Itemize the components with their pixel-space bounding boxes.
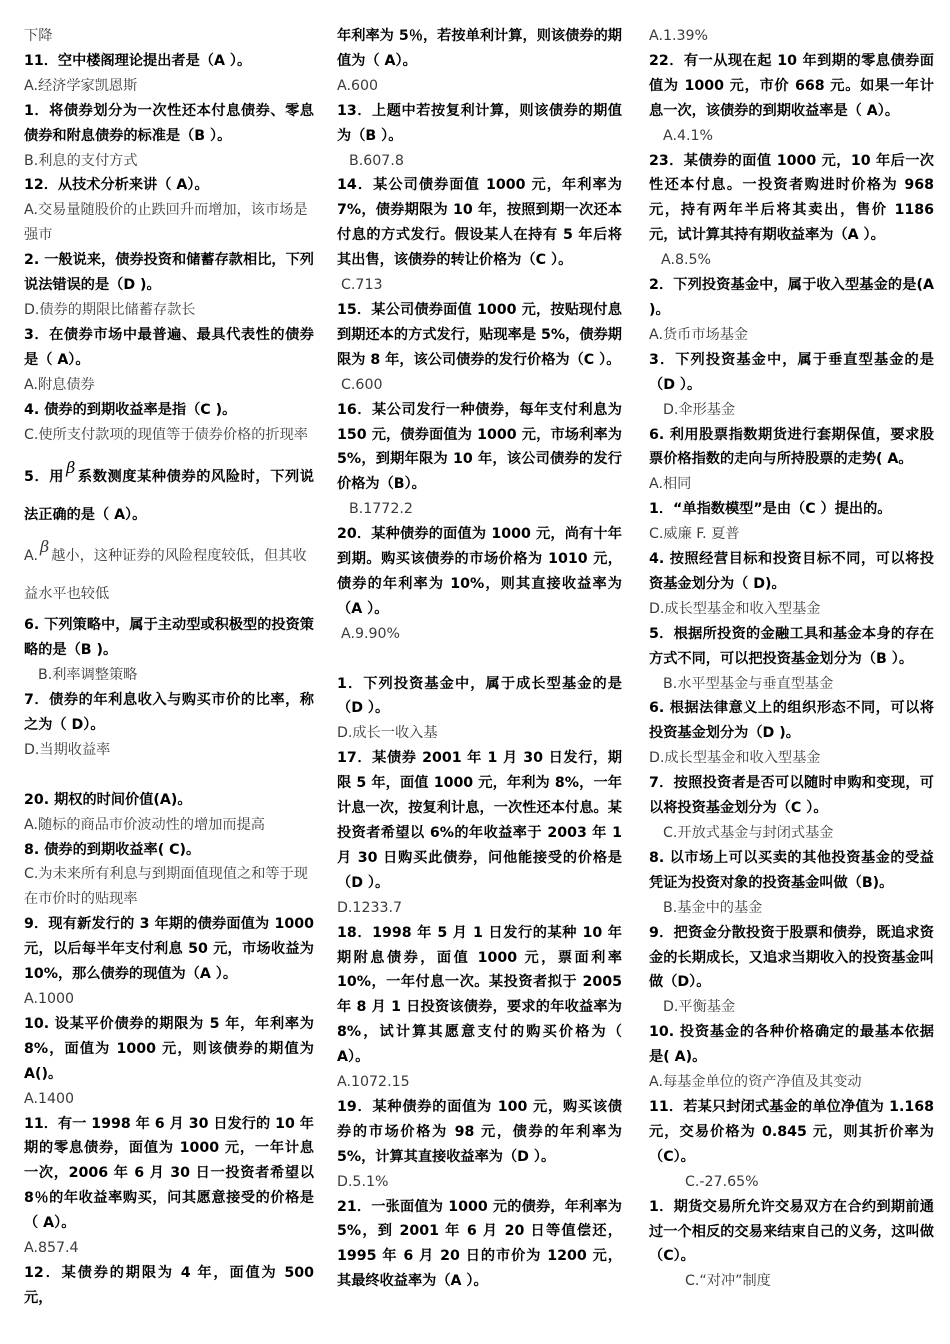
text-column-right xyxy=(649,24,934,1294)
question-line: 3．下列投资基金中，属于垂直型基金的是（D ）。 xyxy=(649,351,934,393)
question-line: 8. 债券的到期收益率( C)。 xyxy=(24,841,201,858)
question-line: 11．有一 1998 年 6 月 30 日发行的 10 年期的零息债券，面值为 1000 元，一年计息一次，2006 年 6 月 30 日一投资者希望以 8％的年收益率购买，问其愿意接受的价格是（ A）。 xyxy=(24,1115,314,1232)
answer-line: A.交易量随股价的止跌回升而增加，该市场是强市 xyxy=(24,202,308,244)
text-column-middle xyxy=(337,24,622,1294)
answer-line: A.相同 xyxy=(649,476,692,493)
answer-line: B.607.8 xyxy=(349,152,404,169)
answer-line: C.-27.65% xyxy=(685,1173,759,1190)
question-line: 6. 根据法律意义上的组织形态不同，可以将投资基金划分为（D )。 xyxy=(649,700,934,742)
question-line: 16．某公司发行一种债券，每年支付利息为 150 元，债券面值为 1000 元，市场利率为 5%，到期年限为 10 年，该公司债券的发行价格为（B）。 xyxy=(337,401,622,493)
answer-line: A.1400 xyxy=(24,1090,75,1107)
question-line: 4. 按照经营目标和投资目标不同，可以将投资基金划分为（ D)。 xyxy=(649,551,934,592)
question-line: 14．某公司债券面值 1000 元，年利率为 7%，债券期限为 10 年，按照到期一次还本付息的方式发行。假设某人在持有 5 年后将其出售，该债券的转让价格为（C ）。 xyxy=(337,177,622,269)
question-line: 1．期货交易所允许交易双方在合约到期前通过一个相反的交易来结束自己的义务，这叫做（C）。 xyxy=(649,1198,934,1265)
question-line: 13．上题中若按复利计算，则该债券的期值为（B ）。 xyxy=(337,102,622,144)
question-line: 1．将债券划分为一次性还本付息债券、零息债券和附息债券的标准是（B ）。 xyxy=(24,102,314,144)
answer-line: D.成长型基金和收入型基金 xyxy=(649,750,821,767)
answer-line: D.1233.7 xyxy=(337,899,403,916)
answer-line: A.857.4 xyxy=(24,1240,79,1257)
blank-gap xyxy=(24,763,314,788)
answer-line: A.4.1% xyxy=(663,127,714,144)
answer-line-beta xyxy=(24,536,314,613)
text-column-left xyxy=(24,24,314,1311)
answer-line: C.开放式基金与封闭式基金 xyxy=(663,825,834,841)
question-line: 12．从技术分析来讲（ A）。 xyxy=(24,177,209,194)
blank-gap xyxy=(337,647,622,672)
question-line: 2．下列投资基金中，属于收入型基金的是(A )。 xyxy=(649,277,934,318)
question-line: 15．某公司债券面值 1000 元，按贴现付息到期还本的方式发行，贴现率是 5%，债券期限为 8 年，该公司债券的发行价格为（C ）。 xyxy=(337,301,622,368)
answer-line: B.利息的支付方式 xyxy=(24,152,138,169)
question-line: 5．根据所投资的金融工具和基金本身的存在方式不同，可以把投资基金划分为（B ）。 xyxy=(649,625,934,667)
answer-line: A.600 xyxy=(337,77,379,94)
answer-line: D.成长一收入基 xyxy=(337,725,438,742)
answer-line: B.基金中的基金 xyxy=(663,899,763,916)
question-line: 7．按照投资者是否可以随时申购和变现，可以将投资基金划分为（C ）。 xyxy=(649,775,934,817)
question-line: 1．下列投资基金中，属于成长型基金的是（D ）。 xyxy=(337,675,622,717)
answer-line: C.威廉 F. 夏普 xyxy=(649,526,740,543)
question-line: 8. 以市场上可以买卖的其他投资基金的受益凭证为投资对象的投资基金叫做（B)。 xyxy=(649,849,934,891)
answer-line: B.1772.2 xyxy=(349,501,413,518)
question-line: 20．某种债券的面值为 1000 元，尚有十年到期。购买该债券的市场价格为 1010 元，债券的年利率为 10%，则其直接收益率为（A ）。 xyxy=(337,526,622,617)
answer-line: A.8.5% xyxy=(661,252,712,269)
answer-line: A.每基金单位的资产净值及其变动 xyxy=(649,1074,862,1091)
answer-line: A.附息债券 xyxy=(24,376,95,393)
question-line: 9．现有新发行的 3 年期的债券面值为 1000 元，以后每半年支付利息 50 元，市场收益为 10%，那么债券的现值为（A ）。 xyxy=(24,916,314,983)
answer-line: 下降 xyxy=(24,28,53,44)
question-line: 2. 一般说来，债券投资和储蓄存款相比，下列说法错误的是（D )。 xyxy=(24,252,314,294)
answer-line: C.600 xyxy=(341,376,383,393)
answer-line: A.9.90% xyxy=(341,625,401,642)
answer-text: A. xyxy=(24,548,38,565)
question-line: 7．债券的年利息收入与购买市价的比率，称之为（ D）。 xyxy=(24,692,314,734)
question-line: 1．“单指数模型”是由（C ）提出的。 xyxy=(649,501,892,518)
answer-line: C.为未来所有利息与到期面值现值之和等于现在市价时的贴现率 xyxy=(24,866,308,908)
answer-line: D.平衡基金 xyxy=(663,999,736,1016)
answer-line: A.经济学家凯恩斯 xyxy=(24,77,138,94)
answer-line: C.“对冲”制度 xyxy=(685,1273,771,1290)
answer-line: D.伞形基金 xyxy=(663,401,736,418)
question-line: 10. 设某平价债券的期限为 5 年，年利率为 8%，面值为 1000 元，则该债券的期值为 A()。 xyxy=(24,1015,314,1082)
question-line: 22．有一从现在起 10 年到期的零息债券面值为 1000 元，市价 668 元。如果一年计息一次，该债券的到期收益率是（ A）。 xyxy=(649,52,934,119)
question-line: 3．在债券市场中最普遍、最具代表性的债券是（ A）。 xyxy=(24,326,314,368)
question-line: 6. 利用股票指数期货进行套期保值，要求股票价格指数的走向与所持股票的走势( A。 xyxy=(649,426,934,468)
answer-line: A.1072.15 xyxy=(337,1074,410,1091)
answer-line: D.当期收益率 xyxy=(24,741,111,758)
question-line: 6. 下列策略中，属于主动型或积极型的投资策略的是（B )。 xyxy=(24,617,314,659)
question-line: 20. 期权的时间价值(A)。 xyxy=(24,791,192,808)
answer-line: C.713 xyxy=(341,277,383,294)
answer-line: D.成长型基金和收入型基金 xyxy=(649,600,821,617)
question-line: 9．把资金分散投资于股票和债券，既追求资金的长期成长，又追求当期收入的投资基金叫做（D）。 xyxy=(649,924,934,991)
answer-line: C.使所支付款项的现值等于债券价格的折现率 xyxy=(24,426,308,443)
question-line: 12．某债券的期限为 4 年，面值为 500 元， xyxy=(24,1264,314,1306)
question-line: 10. 投资基金的各种价格确定的最基本依据是( A)。 xyxy=(649,1024,934,1066)
question-line: 4. 债券的到期收益率是指（C )。 xyxy=(24,401,237,418)
question-line: 17．某债券 2001 年 1 月 30 日发行，期限 5 年，面值 1000 元，年利为 8%，一年计息一次，按复利计息，一次性还本付息。某投资者希望以 6%的年收益率于 2003 年 1 月 30 日购买此债券，问他能接受的价格是（D ）。 xyxy=(337,750,622,891)
answer-line: D.债券的期限比储蓄存款长 xyxy=(24,301,196,318)
answer-line: B.水平型基金与垂直型基金 xyxy=(663,675,834,692)
beta-symbol: β xyxy=(39,537,50,557)
question-text: 5．用 xyxy=(24,469,65,486)
question-line: 19．某种债券的面值为 100 元，购买该债券的市场价格为 98 元，债券的年利率为 5%，计算其直接收益率为（D ）。 xyxy=(337,1098,622,1165)
question-line: 23．某债券的面值 1000 元，10 年后一次性还本付息。一投资者购进时价格为 968 元，持有两年半后将其卖出，售价 1186 元，试计算其持有期收益率为（A ）。 xyxy=(649,152,934,244)
answer-line: A.1000 xyxy=(24,990,75,1007)
answer-line: A.1.39% xyxy=(649,28,709,44)
question-text: 系数测度某种债券的风险时，下列说法正确的是（ A）。 xyxy=(24,469,314,524)
answer-line: A.随标的商品市价波动性的增加而提高 xyxy=(24,816,265,833)
beta-symbol: β xyxy=(66,458,76,478)
question-line: 11．空中楼阁理论提出者是（A ）。 xyxy=(24,52,252,69)
question-line: 11．若某只封闭式基金的单位净值为 1.168 元，交易价格为 0.845 元，则其折价率为（C）。 xyxy=(649,1098,934,1165)
answer-line: D.5.1% xyxy=(337,1173,389,1190)
question-line: 18．1998 年 5 月 1 日发行的某种 10 年期附息债券，面值 1000 元，票面利率 10%，一年付息一次。某投资者拟于 2005 年 8 月 1 日投资该债券，要求的年收益率为 8%，试计算其愿意支付的购买价格为（ A）。 xyxy=(337,924,622,1066)
answer-text: 越小，这种证券的风险程度较低，但其收益水平也较低 xyxy=(24,548,307,603)
question-line: 21．一张面值为 1000 元的债券，年利率为 5%，到 2001 年 6 月 20 日等值偿还，1995 年 6 月 20 日的市价为 1200 元，其最终收益率为（A ）。 xyxy=(337,1198,622,1290)
answer-line: A.货币市场基金 xyxy=(649,326,749,343)
question-line-beta xyxy=(24,457,314,534)
question-line: 年利率为 5％，若按单利计算，则该债券的期值为（ A）。 xyxy=(337,28,622,69)
answer-line: B.利率调整策略 xyxy=(38,667,138,684)
